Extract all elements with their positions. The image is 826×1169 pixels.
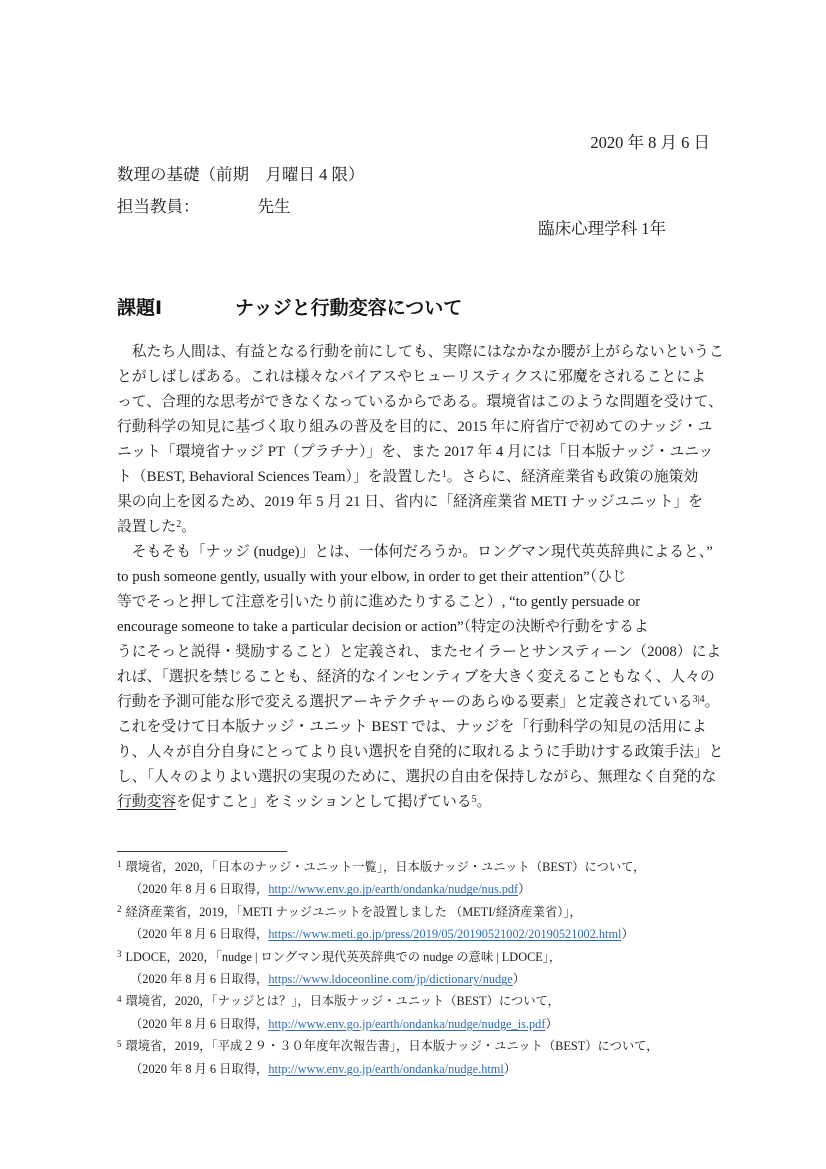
footnote-retrieved-text: （2020 年 8 月 6 日取得， [130,972,269,987]
text-segment: うにそっと説得・奨励すること）と定義され、またセイラーとサンスティーン（2008）によ [117,644,722,660]
text-segment: を促すこと」をミッションとして掲げている [176,794,472,810]
footnote-item-5 [117,1035,710,1080]
text-segment: 。 [704,694,720,710]
text-segment: 行動科学の知見に基づく取り組みの普及を目的に、2015 年に府省庁で初めてのナッジ・ユ [117,419,713,435]
footnote-link[interactable]: https://www.ldoceonline.com/jp/dictionary/nudge [268,972,513,987]
footnote-retrieved-text: （2020 年 8 月 6 日取得， [130,1016,269,1031]
text-segment: 果の向上を図るため、2019 年 5 月 21 日、省内に「経済産業省 METI ナッジユニット」を [117,494,703,510]
footnote-number: 1 [117,859,122,870]
footnote-source-text: LDOCE，2020，「nudge | ロングマン現代英英辞典での nudge の意味 | LDOCE」， [125,949,562,964]
assignment-label: 課題Ⅰ [117,298,163,319]
footnote-list [117,856,710,1080]
footnote-item-1 [117,856,710,901]
footnote-retrieval [117,878,710,900]
text-line [117,740,724,765]
footnote-retrieved-text: （2020 年 8 月 6 日取得， [130,927,269,942]
footnote-close-paren: ） [545,1016,558,1031]
footnote-retrieval [117,1013,710,1035]
text-segment: そもそも「ナッジ (nudge)」とは、一体何だろうか。ロングマン現代英英辞典によると、” [117,544,713,560]
text-line [117,465,710,490]
footnote-close-paren: ） [503,1061,517,1076]
text-line [117,590,710,615]
footnote-source-text: 経済産業省，2019，「METI ナッジユニットを設置しました （METI/経済産業省）」， [125,904,582,919]
footnote-item-2 [117,901,710,946]
footnote-reference: 5 [471,793,477,805]
footnote-close-paren: ） [621,927,634,942]
paragraph-2 [117,540,724,815]
text-segment: ト（BEST, Behavioral Sciences Team）」を設置した [117,469,442,485]
text-line [117,415,713,440]
footnote-section [117,851,710,1080]
footnote-source [117,901,710,923]
footnote-reference: 1 [441,468,447,480]
footnote-link[interactable]: https://www.meti.go.jp/press/2019/05/20190521002/20190521002.html [268,927,622,942]
footnote-source [117,990,710,1012]
footnote-retrieval [117,968,710,990]
footnote-number: 3 [117,949,122,960]
text-segment: り、人々が自分自身にとってより良い選択を自発的に取れるように手助けする政策手法」と [117,744,724,760]
footnote-retrieved-text: （2020 年 8 月 6 日取得， [130,882,269,897]
footnote-item-4 [117,990,710,1035]
text-segment: to push someone gently, usually with your elbow, in order to get their attention”（ひじ [117,569,627,585]
footnote-link[interactable]: http://www.env.go.jp/earth/ondanka/nudge.html [268,1061,504,1076]
text-line [117,715,710,740]
text-line [117,340,724,365]
text-segment: れば、「選択を禁じることも、経済的なインセンティブを大きく変えることもなく、人々の [117,669,715,685]
text-segment: 等でそっと押して注意を引いたり前に進めたりすること）, “to gently persuade or [117,594,641,610]
footnote-close-paren: ） [512,972,526,987]
text-segment: 。さらに、経済産業省も政策の施策効 [446,469,699,485]
footnote-reference: 2 [176,518,182,530]
document-content [117,0,724,1080]
footnote-number: 4 [117,993,122,1004]
text-segment: 行動変容 [117,794,177,810]
footnote-close-paren: ） [518,882,531,897]
text-line [117,690,720,715]
footnote-link[interactable]: http://www.env.go.jp/earth/ondanka/nudge/nus.pdf [268,882,519,897]
text-segment: し、「人々のよりよい選択の実現のために、選択の自由を保持しながら、無理なく自発的な [117,769,717,785]
text-line [117,540,713,565]
assignment-heading [117,296,710,322]
department-line: 臨床心理学科 1年 [538,219,666,238]
footnote-number: 2 [117,904,122,915]
document-date: 2020 年 8 月 6 日 [590,133,710,152]
footnote-retrieval [117,1058,710,1080]
text-segment: 行動を予測可能な形で変える選択アーキテクチャーのあらゆる要素」と定義されている [117,694,693,710]
footnote-source [117,1035,710,1057]
text-segment: encourage someone to take a particular decision or action”（特定の決断や行動をするよ [117,619,649,635]
footnote-item-3 [117,946,710,991]
text-line [117,390,723,415]
footnote-number: 5 [117,1038,122,1049]
footnote-source [117,856,710,878]
footnote-source-text: 環境省，2020，「日本のナッジ・ユニット一覧」，日本版ナッジ・ユニット（BEST）について， [125,860,646,874]
text-segment: 設置した [117,519,177,535]
text-segment: 。 [476,794,492,810]
text-line [117,440,714,465]
text-segment: 。 [181,519,197,535]
instructor-honorific: 先生 [257,197,291,216]
paragraph-1 [117,340,724,540]
footnote-source [117,946,710,968]
footnote-link[interactable]: http://www.env.go.jp/earth/ondanka/nudge/nudge_is.pdf [268,1016,546,1031]
course-title: 数理の基礎（前期 月曜日 4 限） [117,165,365,184]
footnote-retrieval [117,923,710,945]
text-segment: ニット「環境省ナッジ PT（プラチナ）」を、また 2017 年 4 月には「日本版ナッジ・ユニッ [117,444,714,460]
text-segment: 私たち人間は、有益となる行動を前にしても、実際にはなかなか腰が上がらないというこ [117,344,724,360]
text-line [117,790,710,815]
text-line [117,765,717,790]
text-line [117,565,710,590]
assignment-title: ナッジと行動変容について [235,298,463,319]
text-segment: って、合理的な思考ができなくなっているからである。環境省はこのような問題を受けて、 [117,394,723,410]
text-segment: これを受けて日本版ナッジ・ユニット BEST では、ナッジを「行動科学の知見の活用によ [117,719,707,735]
instructor-label: 担当教員： [117,197,200,216]
footnote-retrieved-text: （2020 年 8 月 6 日取得， [130,1061,269,1076]
text-line [117,365,710,390]
text-line [117,515,710,540]
text-line [117,640,722,665]
footnote-source-text: 環境省，2020，「ナッジとは？」，日本版ナッジ・ユニット（BEST）について， [125,994,560,1009]
footnote-separator [117,851,287,852]
footnote-source-text: 環境省，2019，「平成２９・３０年度年次報告書」，日本版ナッジ・ユニット（BEST）について， [125,1039,659,1054]
instructor-line [117,196,710,218]
text-line [117,615,710,640]
footnote-reference: 3|4 [692,693,705,705]
text-line [117,490,710,515]
text-line [117,665,715,690]
text-segment: とがしばしばある。これは様々なバイアスやヒューリスティクスに邪魔をされることによ [117,369,706,385]
